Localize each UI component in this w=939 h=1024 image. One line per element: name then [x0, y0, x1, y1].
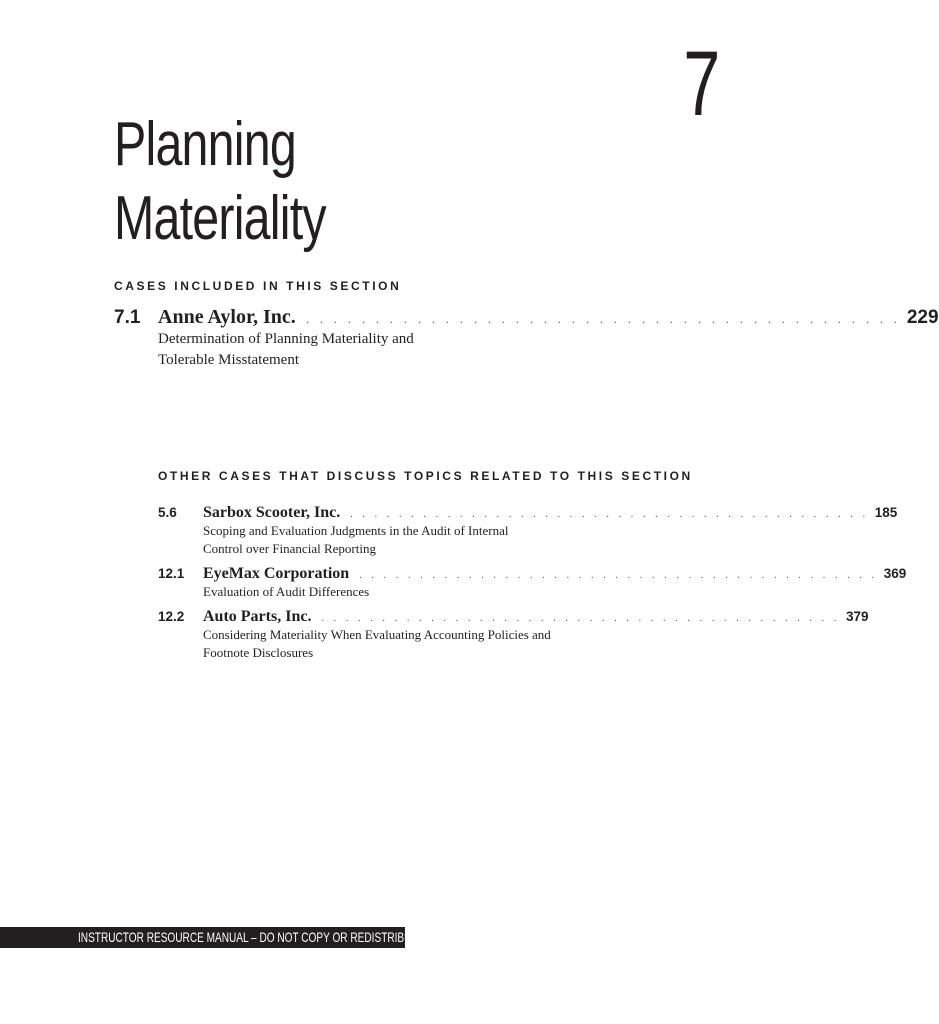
dot-leader: . . . . . . . . . . . . . . . . . . . . . . . . . . . . . . . . . . . . . . . . . . .	[321, 613, 840, 624]
case-number: 12.2	[158, 609, 185, 624]
other-cases-list	[158, 504, 907, 669]
case-page-number: 185	[874, 505, 898, 520]
dot-leader: . . . . . . . . . . . . . . . . . . . . . . . . . . . . . . . . . . . . . . . . . . .	[305, 312, 901, 326]
case-description-line: Scoping and Evaluation Judgments in the Audit of Internal	[203, 523, 509, 538]
chapter-title-line-1: Planning	[114, 110, 296, 179]
case-description-line: Determination of Planning Materiality and	[158, 331, 414, 347]
case-description-line: Tolerable Misstatement	[158, 352, 299, 368]
case-page-number: 379	[845, 609, 869, 624]
footer-banner	[0, 927, 425, 948]
case-page-number: 229	[906, 307, 939, 328]
case-description-line: Considering Materiality When Evaluating Accounting Policies and	[203, 627, 551, 642]
case-title-link[interactable]: Sarbox Scooter, Inc.	[203, 504, 341, 521]
case-page-number: 369	[883, 566, 907, 581]
case-description-line: Evaluation of Audit Differences	[203, 584, 370, 599]
main-case-entry[interactable]	[114, 306, 939, 371]
other-case-row	[158, 608, 869, 626]
case-number: 12.1	[158, 566, 185, 581]
case-description-line: Footnote Disclosures	[203, 645, 314, 660]
other-case-row	[158, 565, 907, 583]
footer-notice: INSTRUCTOR RESOURCE MANUAL – DO NOT COPY OR REDISTRIBUTE	[78, 929, 425, 945]
dot-leader: . . . . . . . . . . . . . . . . . . . . . . . . . . . . . . . . . . . . . . . . . . .	[350, 509, 869, 520]
other-cases-heading: OTHER CASES THAT DISCUSS TOPICS RELATED TO THIS SECTION	[158, 469, 693, 483]
case-description	[158, 329, 478, 371]
case-number: 7.1	[114, 307, 141, 328]
chapter-title	[114, 108, 326, 256]
chapter-title-line-2: Materiality	[114, 184, 326, 253]
case-description	[203, 522, 702, 558]
other-case-entry[interactable]	[158, 504, 898, 558]
case-number: 5.6	[158, 505, 177, 520]
case-description	[203, 583, 702, 601]
main-case-row	[114, 306, 939, 329]
case-description	[203, 626, 702, 662]
case-title-link[interactable]: EyeMax Corporation	[203, 565, 350, 582]
dot-leader: . . . . . . . . . . . . . . . . . . . . . . . . . . . . . . . . . . . . . . . . . . .	[359, 570, 878, 581]
case-title-link[interactable]: Auto Parts, Inc.	[203, 608, 312, 625]
cases-included-heading: CASES INCLUDED IN THIS SECTION	[114, 279, 402, 293]
other-case-row	[158, 504, 898, 522]
case-description-line: Control over Financial Reporting	[203, 541, 376, 556]
other-case-entry[interactable]	[158, 608, 869, 662]
chapter-number: 7	[683, 33, 720, 135]
other-case-entry[interactable]	[158, 565, 907, 601]
case-title-link[interactable]: Anne Aylor, Inc.	[158, 306, 296, 328]
